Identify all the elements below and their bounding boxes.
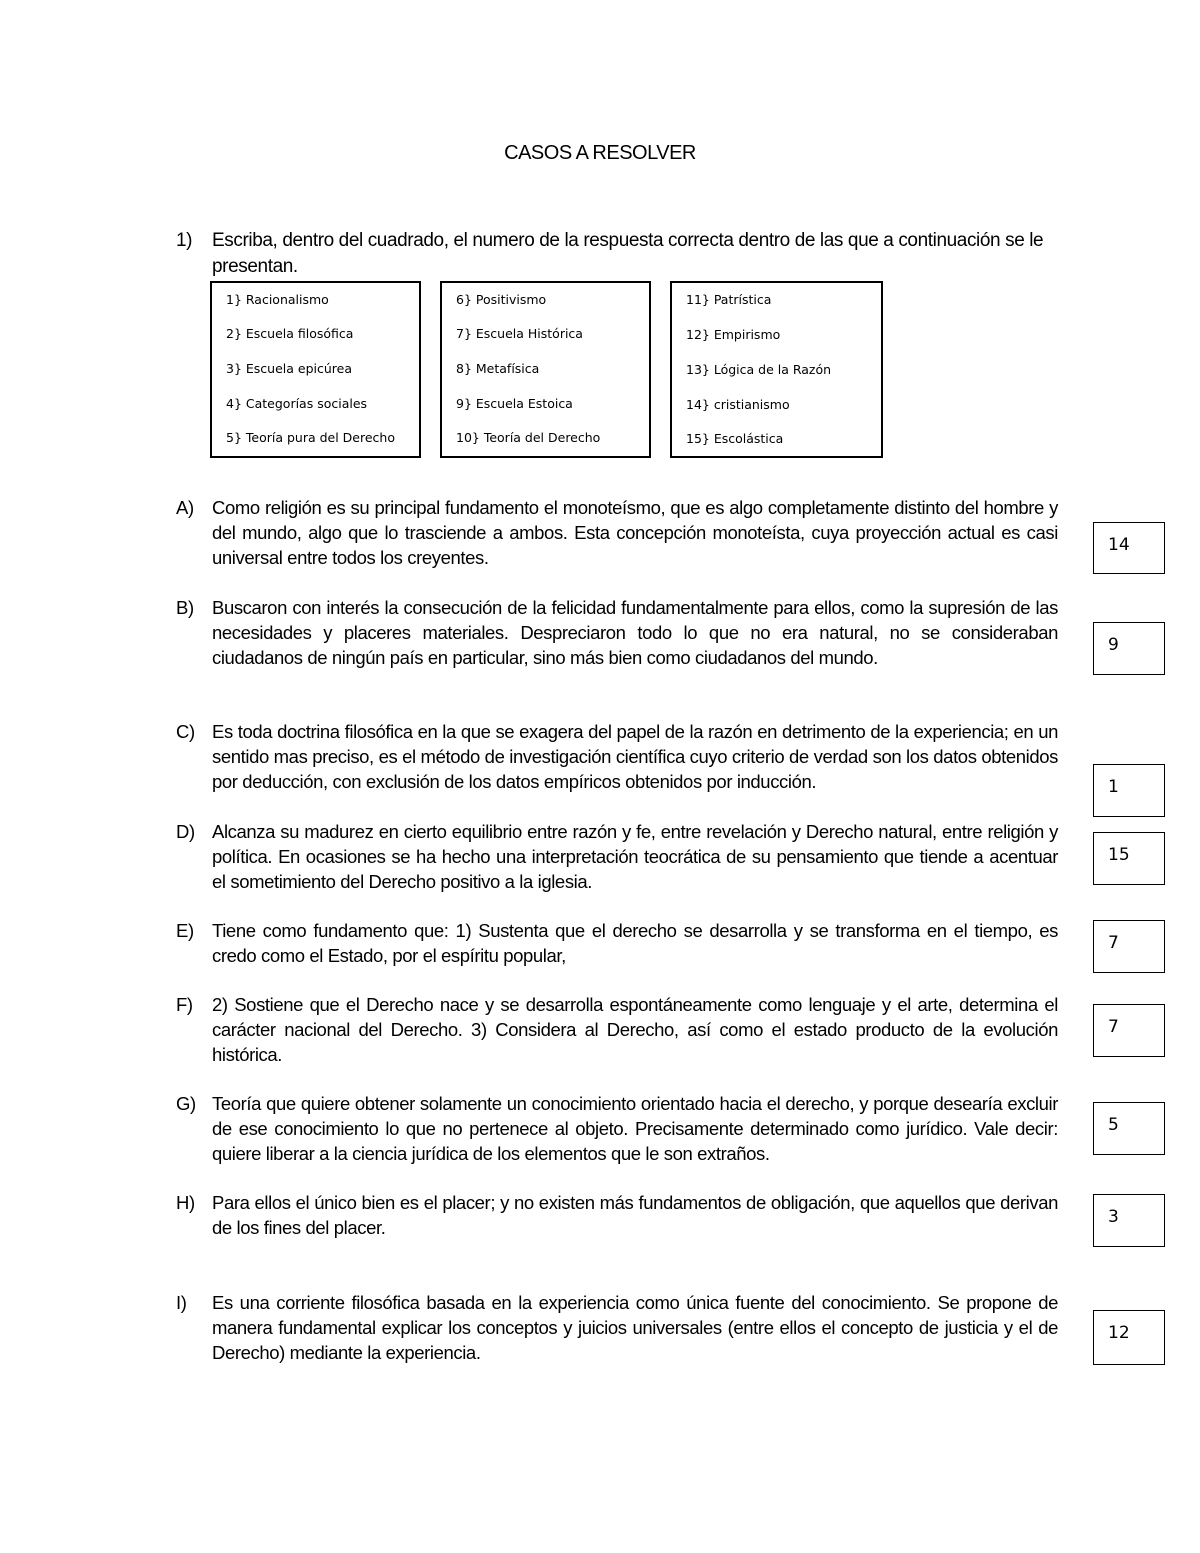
question-i — [176, 1290, 1058, 1365]
answer-value: 15 — [1108, 845, 1130, 865]
answer-box-c[interactable] — [1093, 764, 1165, 817]
question-e — [176, 918, 1058, 968]
question-text: Tiene como fundamento que: 1) Sustenta que el derecho se desarrolla y se transforma en el tiempo, es credo como el Estado, por el espíritu popular, — [212, 920, 1058, 966]
option-item: 9} Escuela Estoica — [456, 396, 573, 411]
question-letter: H) — [176, 1192, 195, 1213]
answer-box-h[interactable] — [1093, 1194, 1165, 1247]
option-item: 12} Empirismo — [686, 327, 781, 342]
options-box-2 — [440, 281, 651, 458]
question-text: Buscaron con interés la consecución de la felicidad fundamentalmente para ellos, como la supresión de las necesidades y placeres materiales. Despreciaron todo lo que no era natural, no se consideraban ciudadanos de ningún país en particular, sino más bien como ciudadanos del mundo. — [212, 597, 1058, 668]
options-box-3 — [670, 281, 883, 458]
question-c — [176, 719, 1058, 794]
option-item: 1} Racionalismo — [226, 292, 329, 307]
question-a — [176, 495, 1058, 570]
instruction-number: 1) — [176, 230, 193, 251]
question-letter: B) — [176, 597, 194, 618]
answer-value: 5 — [1108, 1115, 1119, 1135]
option-item: 2} Escuela filosófica — [226, 326, 354, 341]
answer-value: 7 — [1108, 1017, 1119, 1037]
answer-value: 14 — [1108, 535, 1130, 555]
answer-value: 3 — [1108, 1207, 1119, 1227]
answer-box-g[interactable] — [1093, 1102, 1165, 1155]
question-f — [176, 992, 1058, 1067]
option-item: 10} Teoría del Derecho — [456, 430, 601, 445]
answer-value: 12 — [1108, 1323, 1130, 1343]
question-text: Es toda doctrina filosófica en la que se exagera del papel de la razón en detrimento de la experiencia; en un sentido mas preciso, es el método de investigación científica cuyo criterio de verdad son los datos obtenidos por deducción, con exclusión de los datos empíricos obtenidos por inducción. — [212, 721, 1058, 792]
question-text: 2) Sostiene que el Derecho nace y se desarrolla espontáneamente como lenguaje y el arte, determina el carácter nacional del Derecho. 3) Considera al Derecho, así como el estado producto de la evolución histórica. — [212, 994, 1058, 1065]
question-text: Teoría que quiere obtener solamente un conocimiento orientado hacia el derecho, y porque desearía excluir de ese conocimiento lo que no pertenece al objeto. Precisamente determinado como jurídico. Vale decir: quiere liberar a la ciencia jurídica de los elementos que le son extraños. — [212, 1093, 1058, 1164]
question-b — [176, 595, 1058, 670]
question-letter: G) — [176, 1093, 196, 1114]
option-item: 15} Escolástica — [686, 431, 784, 446]
answer-box-a[interactable] — [1093, 522, 1165, 574]
answer-value: 7 — [1108, 933, 1119, 953]
question-letter: I) — [176, 1292, 187, 1313]
answer-box-d[interactable] — [1093, 832, 1165, 885]
option-item: 3} Escuela epicúrea — [226, 361, 352, 376]
instruction-text: Escriba, dentro del cuadrado, el numero de la respuesta correcta dentro de las que a continuación se le presentan. — [212, 230, 1044, 277]
question-letter: E) — [176, 920, 194, 941]
answer-box-b[interactable] — [1093, 622, 1165, 675]
answer-box-e[interactable] — [1093, 920, 1165, 973]
option-item: 4} Categorías sociales — [226, 396, 368, 411]
answer-box-f[interactable] — [1093, 1004, 1165, 1057]
question-letter: F) — [176, 994, 193, 1015]
answer-box-i[interactable] — [1093, 1310, 1165, 1365]
question-h — [176, 1190, 1058, 1240]
question-letter: A) — [176, 497, 194, 518]
option-item: 13} Lógica de la Razón — [686, 362, 832, 377]
answer-value: 9 — [1108, 635, 1119, 655]
page-title: CASOS A RESOLVER — [504, 142, 696, 164]
options-box-1 — [210, 281, 421, 458]
option-item: 11} Patrística — [686, 292, 772, 307]
answer-value: 1 — [1108, 777, 1119, 797]
option-item: 14} cristianismo — [686, 397, 790, 412]
option-item: 7} Escuela Histórica — [456, 326, 583, 341]
question-text: Alcanza su madurez en cierto equilibrio entre razón y fe, entre revelación y Derecho natural, entre religión y política. En ocasiones se ha hecho una interpretación teocrática de su pensamiento que tiende a acentuar el sometimiento del Derecho positivo a la iglesia. — [212, 821, 1058, 892]
option-item: 6} Positivismo — [456, 292, 547, 307]
question-g — [176, 1091, 1058, 1166]
option-item: 5} Teoría pura del Derecho — [226, 430, 395, 445]
question-letter: C) — [176, 721, 195, 742]
question-text: Como religión es su principal fundamento el monoteísmo, que es algo completamente distinto del hombre y del mundo, algo que lo trasciende a ambos. Esta concepción monoteísta, cuya proyección actual es casi universal entre todos los creyentes. — [212, 497, 1058, 568]
question-letter: D) — [176, 821, 195, 842]
question-text: Es una corriente filosófica basada en la experiencia como única fuente del conocimiento. Se propone de manera fundamental explicar los conceptos y juicios universales (entre ellos el concepto de justicia y el de Derecho) mediante la experiencia. — [212, 1292, 1058, 1363]
option-item: 8} Metafísica — [456, 361, 540, 376]
question-text: Para ellos el único bien es el placer; y no existen más fundamentos de obligación, que aquellos que derivan de los fines del placer. — [212, 1192, 1058, 1238]
question-d — [176, 819, 1058, 894]
